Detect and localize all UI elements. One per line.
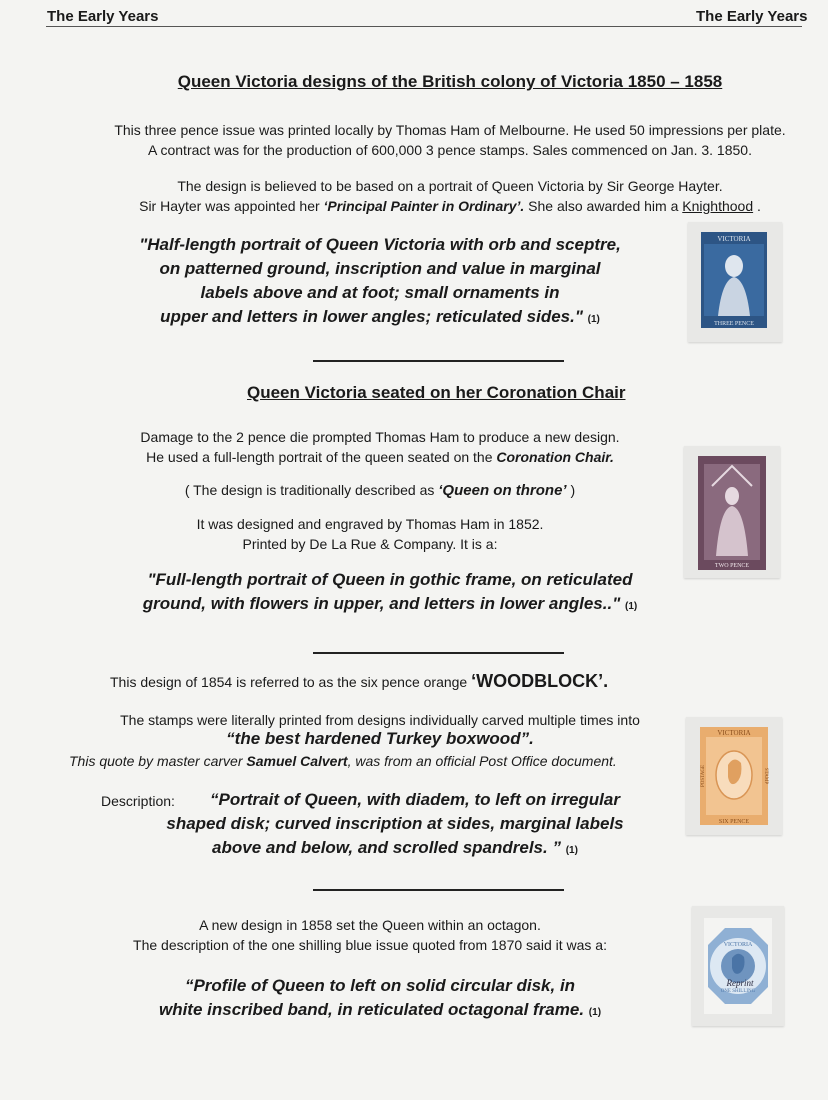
description-label: Description:: [101, 793, 175, 809]
separator-2: [313, 652, 564, 654]
six-pence-stamp-image: [686, 717, 782, 835]
stamp-bottom-label: SIX PENCE: [718, 819, 750, 825]
quote-text: above and below, and scrolled spandrels. ”: [212, 838, 561, 857]
quote-text: white inscribed band, in reticulated octagonal frame.: [158, 1000, 585, 1019]
section4-quote: [80, 974, 680, 1025]
principal-painter-phrase: ‘Principal Painter in Ordinary’.: [323, 198, 525, 214]
knighthood-word: Knighthood: [682, 198, 754, 214]
section2-title: Queen Victoria seated on her Coronation Chair: [247, 383, 626, 402]
stamp-ring-top: VICTORIA: [723, 942, 753, 948]
coronation-chair-phrase: Coronation Chair.: [496, 449, 614, 465]
section1-p2-line1: The design is believed to be based on a portrait of Queen Victoria by Sir George Hayter.: [177, 178, 723, 194]
stamp-six-pence: [686, 717, 782, 835]
header-rule: [46, 26, 802, 27]
stamp-right-label: STAMP: [763, 767, 768, 785]
quote-line: "Half-length portrait of Queen Victoria with orb and sceptre,: [139, 235, 621, 254]
section3-line1: [110, 671, 608, 692]
section2-paragraph: [0, 427, 760, 467]
section4-line2: The description of the one shilling blue issue quoted from 1870 said it was a:: [133, 937, 607, 953]
stamp-three-pence: [688, 222, 782, 342]
stamp-top-label: VICTORIA: [717, 729, 751, 737]
quote-line: [80, 998, 680, 1025]
footnote-marker: (1): [588, 1007, 602, 1018]
section1-p2-line2: [0, 196, 828, 216]
quote-line: “Portrait of Queen, with diadem, to left on irregular: [210, 790, 620, 809]
samuel-calvert-name: Samuel Calvert: [246, 753, 348, 769]
three-pence-stamp-image: [688, 222, 782, 342]
text-run: This quote by master carver: [69, 753, 247, 769]
one-shilling-stamp-image: [692, 906, 784, 1026]
quote-line: [130, 836, 660, 863]
section2-paragraph2: [0, 514, 740, 554]
text-run: He used a full-length portrait of the queen seated on the: [146, 449, 497, 465]
queen-on-throne-phrase: ‘Queen on throne’: [438, 482, 567, 499]
section2-line1: Damage to the 2 pence die prompted Thomas Ham to produce a new design.: [140, 429, 620, 445]
text-run: , was from an official Post Office document.: [347, 753, 617, 769]
header-left: The Early Years: [47, 8, 159, 25]
footnote-marker: (1): [625, 601, 638, 612]
quote-line: shaped disk; curved inscription at sides, marginal labels: [166, 814, 624, 833]
quote-line: labels above and at foot; small ornaments in: [200, 283, 560, 302]
section2-line3: [0, 480, 760, 501]
section3-line4: [69, 753, 617, 769]
stamp-top-label: VICTORIA: [717, 235, 751, 243]
section1-p1-line1: This three pence issue was printed locally by Thomas Ham of Melbourne. He used 50 impressions per plate.: [114, 122, 786, 138]
section1-p1-line2: A contract was for the production of 600,000 3 pence stamps. Sales commenced on Jan. 3. 1850.: [148, 142, 752, 158]
quote-text: upper and letters in lower angles; reticulated sides.": [160, 307, 583, 326]
section3-line2: The stamps were literally printed from designs individually carved multiple times into: [120, 712, 640, 728]
text-run: This design of 1854 is referred to as the six pence orange: [110, 674, 472, 690]
separator-3: [313, 889, 564, 891]
separator-1: [313, 360, 564, 362]
reprint-overprint: Reprint: [726, 978, 754, 988]
header-right: The Early Years: [696, 8, 808, 25]
stamp-one-shilling: [692, 906, 784, 1026]
page-title: Queen Victoria designs of the British colony of Victoria 1850 – 1858: [177, 72, 723, 91]
stamp-bottom-label: THREE PENCE: [714, 321, 754, 327]
section1-paragraph2: [0, 176, 828, 216]
section1-quote: [80, 233, 680, 332]
section4-line1: A new design in 1858 set the Queen within an octagon.: [199, 917, 541, 933]
section2-quote: [90, 568, 690, 619]
section2-line2: [0, 447, 760, 467]
section4-paragraph: [0, 915, 740, 955]
section3-quote: [130, 788, 660, 863]
stamp-two-pence: [684, 446, 780, 578]
footnote-marker: (1): [587, 314, 600, 325]
footnote-marker: (1): [565, 845, 578, 856]
queen-head: [725, 487, 739, 505]
stamp-bottom-label: TWO PENCE: [714, 563, 750, 569]
text-run: .: [753, 198, 761, 214]
stamp-left-label: POSTAGE: [701, 764, 706, 788]
text-run: Sir Hayter was appointed her: [139, 198, 324, 214]
two-pence-stamp-image: [684, 446, 780, 578]
section2-line4: It was designed and engraved by Thomas Ham in 1852.: [196, 516, 544, 532]
stamp-ring-bottom: ONE SHILLING: [720, 989, 756, 994]
quote-line: [80, 305, 680, 332]
text-run: She also awarded him a: [524, 198, 683, 214]
quote-line: “Profile of Queen to left on solid circular disk, in: [184, 976, 576, 995]
text-run: ( The design is traditionally described as: [184, 482, 439, 498]
woodblock-word: ‘WOODBLOCK’.: [471, 671, 609, 691]
quote-line: [90, 592, 690, 619]
quote-line: "Full-length portrait of Queen in gothic frame, on reticulated: [147, 570, 633, 589]
text-run: ): [566, 482, 576, 498]
section1-paragraph1: [0, 120, 828, 160]
boxwood-quote: “the best hardened Turkey boxwood”.: [226, 729, 534, 748]
section2-line5: Printed by De La Rue & Company. It is a:: [242, 536, 498, 552]
quote-text: ground, with flowers in upper, and letters in lower angles..": [142, 594, 621, 613]
quote-line: on patterned ground, inscription and value in marginal: [159, 259, 601, 278]
queen-head: [725, 255, 743, 277]
